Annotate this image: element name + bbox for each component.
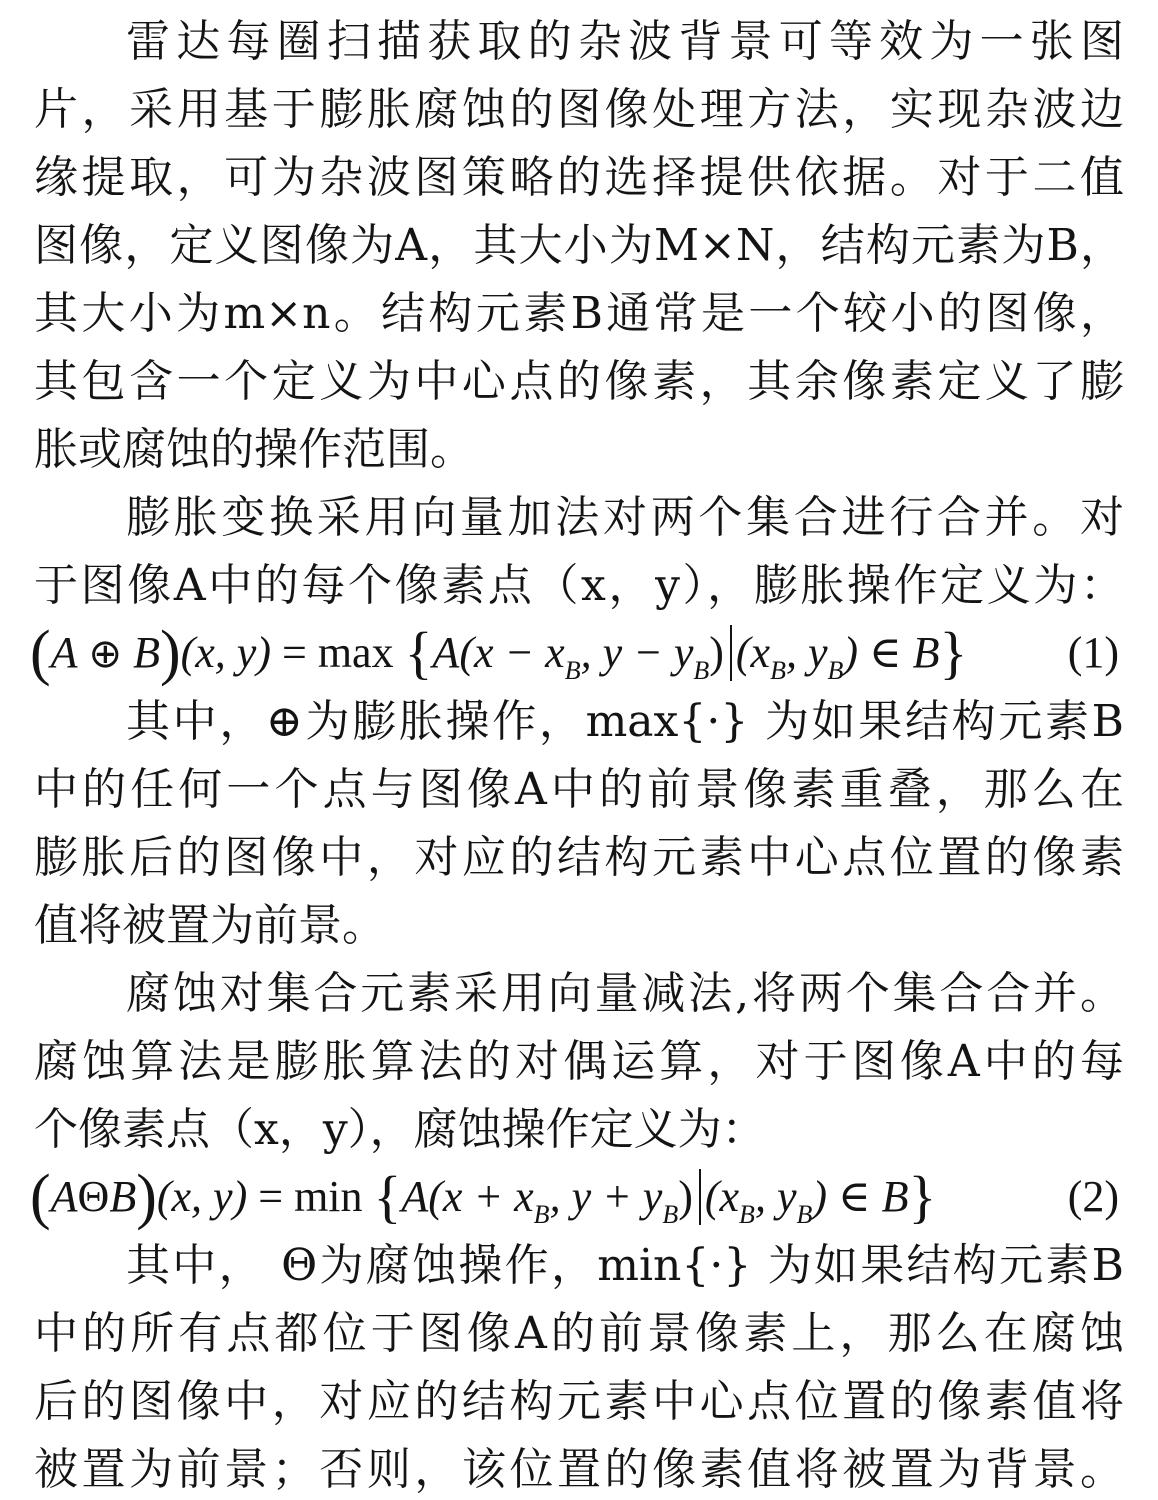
paragraph-1-line-3: 缘提取，可为杂波图策略的选择提供依据。对于二值: [34, 152, 1124, 203]
eq1-inner-args-b: , y − y: [580, 628, 694, 677]
equation-2-number: (2): [1067, 1172, 1119, 1221]
eq1-cond-open: (x: [735, 628, 771, 677]
eq2-set-close-brace: }: [908, 1164, 937, 1229]
paragraph-3-line-3: 膨胀后的图像中，对应的结构元素中心点位置的像素: [34, 832, 1124, 883]
paragraph-5-line-1: 其中， Θ为腐蚀操作，min{·} 为如果结构元素B: [126, 1240, 1124, 1291]
equation-1: [30, 620, 1125, 686]
eq2-sub-b3: B: [739, 1200, 755, 1229]
eq2-lhs-open-paren: (: [30, 1163, 51, 1231]
paragraph-2-line-1: 膨胀变换采用向量加法对两个集合进行合并。对: [126, 492, 1124, 543]
eq1-max-function: max: [317, 628, 394, 677]
equation-1-expression: [30, 620, 967, 687]
eq2-cond-open: (x: [704, 1172, 740, 1221]
paragraph-5-line-2: 中的所有点都位于图像A的前景像素上，那么在腐蚀: [34, 1308, 1124, 1359]
eq1-sub-b1: B: [564, 656, 581, 685]
eq2-sub-b1: B: [533, 1200, 550, 1229]
equation-2: [30, 1164, 1125, 1230]
eq1-sub-b4: B: [827, 656, 844, 685]
paragraph-3-line-4: 值将被置为前景。: [34, 900, 386, 951]
eq2-args: (x, y): [156, 1172, 248, 1221]
eq2-condition-bar: [699, 1169, 701, 1225]
eq2-inner-args-b: , y + y: [549, 1172, 663, 1221]
eq1-inner-close: ): [709, 628, 724, 677]
eq1-element-b: B: [133, 628, 160, 677]
eq2-cond-close: ) ∈ B: [812, 1172, 909, 1221]
equation-2-expression: [30, 1164, 936, 1230]
paragraph-5-line-4: 被置为前景；否则，该位置的像素值将被置为背景。: [34, 1444, 1124, 1495]
equation-1-number: (1): [1067, 628, 1119, 677]
eq1-condition-bar: [730, 625, 732, 681]
eq1-sub-b2: B: [693, 656, 710, 685]
eq2-cond-mid: , y: [754, 1172, 797, 1221]
paragraph-3-line-1: 其中，⊕为膨胀操作，max{·} 为如果结构元素B: [126, 696, 1124, 747]
eq2-element-b: B: [109, 1172, 137, 1221]
eq2-inner-args-a: (x + x: [428, 1172, 534, 1221]
paragraph-4-line-2: 腐蚀算法是膨胀算法的对偶运算，对于图像A中的每: [34, 1036, 1124, 1087]
eq1-inner-a: A: [432, 628, 460, 677]
eq2-erosion-operator: Θ: [77, 1172, 110, 1221]
eq2-inner-close: ): [678, 1172, 693, 1221]
eq2-lhs-close-paren: ): [136, 1163, 157, 1231]
paragraph-2-line-2: 于图像A中的每个像素点（x，y），膨胀操作定义为：: [34, 560, 1124, 611]
paragraph-1-line-1: 雷达每圈扫描获取的杂波背景可等效为一张图: [126, 16, 1124, 67]
eq1-sub-b3: B: [770, 656, 786, 685]
eq1-lhs-open-paren: (: [30, 619, 51, 687]
eq1-args: (x, y): [180, 628, 271, 677]
eq2-equals: =: [258, 1172, 284, 1221]
paragraph-5-line-3: 后的图像中，对应的结构元素中心点位置的像素值将: [34, 1376, 1124, 1427]
eq1-lhs-close-paren: ): [159, 619, 181, 687]
paragraph-4-line-3: 个像素点（x，y），腐蚀操作定义为：: [34, 1104, 766, 1155]
eq1-inner-args-a: (x − x: [459, 628, 565, 677]
eq2-image-a: A: [50, 1172, 78, 1221]
eq2-inner-a: A: [401, 1172, 429, 1221]
paragraph-1-line-7: 胀或腐蚀的操作范围。: [34, 424, 474, 475]
eq1-cond-mid: , y: [785, 628, 828, 677]
eq1-cond-close: ) ∈ B: [843, 628, 940, 677]
paragraph-3-line-2: 中的任何一个点与图像A中的前景像素重叠，那么在: [34, 764, 1124, 815]
paragraph-1-line-6: 其包含一个定义为中心点的像素，其余像素定义了膨: [34, 356, 1124, 407]
eq2-set-open-brace: {: [373, 1164, 402, 1229]
paragraph-4-line-1: 腐蚀对集合元素采用向量减法,将两个集合合并。: [126, 968, 1124, 1019]
paragraph-1-line-5: 其大小为m×n。结构元素B通常是一个较小的图像，: [34, 288, 1124, 339]
eq2-sub-b2: B: [662, 1200, 679, 1229]
eq1-equals: =: [281, 628, 307, 677]
eq2-min-function: min: [294, 1172, 363, 1221]
eq1-dilation-operator: ⊕: [88, 631, 123, 677]
eq1-set-close-brace: }: [939, 620, 968, 685]
paragraph-1-line-2: 片，采用基于膨胀腐蚀的图像处理方法，实现杂波边: [34, 84, 1124, 135]
eq2-sub-b4: B: [796, 1200, 813, 1229]
eq1-set-open-brace: {: [404, 620, 433, 685]
eq1-image-a: A: [50, 628, 78, 677]
paragraph-1-line-4: 图像，定义图像为A，其大小为M×N，结构元素为B，: [34, 220, 1124, 271]
